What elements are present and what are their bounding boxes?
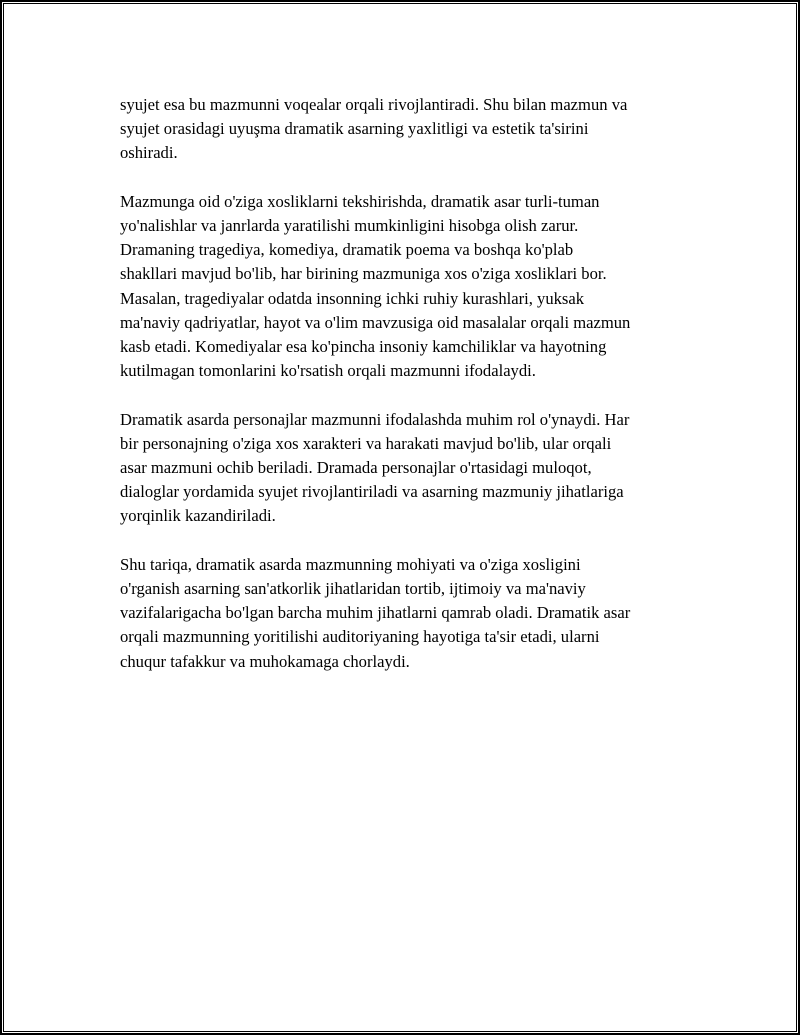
- paragraph-4: Shu tariqa, dramatik asarda mazmunning mohiyati va o'ziga xosligini o'rganish asarning san'atkorlik jihatlaridan tortib, ijtimoiy va ma'naviy vazifalarigacha bo'lgan barcha muhim jihatlarni qamrab oladi. Dramatik asar orqali mazmunning yoritilishi auditoriyaning hayotiga ta'sir etadi, ularni chuqur tafakkur va muhokamaga chorlaydi.: [120, 554, 631, 671]
- paragraph-3: Dramatik asarda personajlar mazmunni ifodalashda muhim rol o'ynaydi. Har bir personajning o'ziga xos xarakteri va harakati mavjud bo'lib, ular orqali asar mazmuni ochib beriladi. Dramada personajlar o'rtasidagi muloqot, dialoglar yordamida syujet rivojlantiriladi va asarning mazmuniy jihatlariga yorqinlik kazandiriladi.: [120, 409, 630, 526]
- paragraph-2: Mazmunga oid o'ziga xosliklarni tekshirishda, dramatik asar turli-tuman yo'nalishlar va janrlarda yaratilishi mumkinligini hisobga olish zarur. Dramaning tragediya, komediya, dramatik poema va boshqa ko'plab shakllari mavjud bo'lib, har birining mazmuniga xos o'ziga xosliklari bor. Masalan, tragediyalar odatda insonning ichki ruhiy kurashlari, yuksak ma'naviy qadriyatlar, hayot va o'lim mavzusiga oid masalalar orqali mazmun kasb etadi. Komediyalar esa ko'pincha insoniy kamchiliklar va hayotning kutilmagan tomonlarini ko'rsatish orqali mazmunni ifodalaydi.: [120, 191, 631, 381]
- paragraph-1: syujet esa bu mazmunni voqealar orqali rivojlantiradi. Shu bilan mazmun va syujet orasidagi uyuşma dramatik asarning yaxlitligi va estetik ta'sirini oshiradi.: [120, 95, 628, 163]
- document-body: [120, 93, 700, 698]
